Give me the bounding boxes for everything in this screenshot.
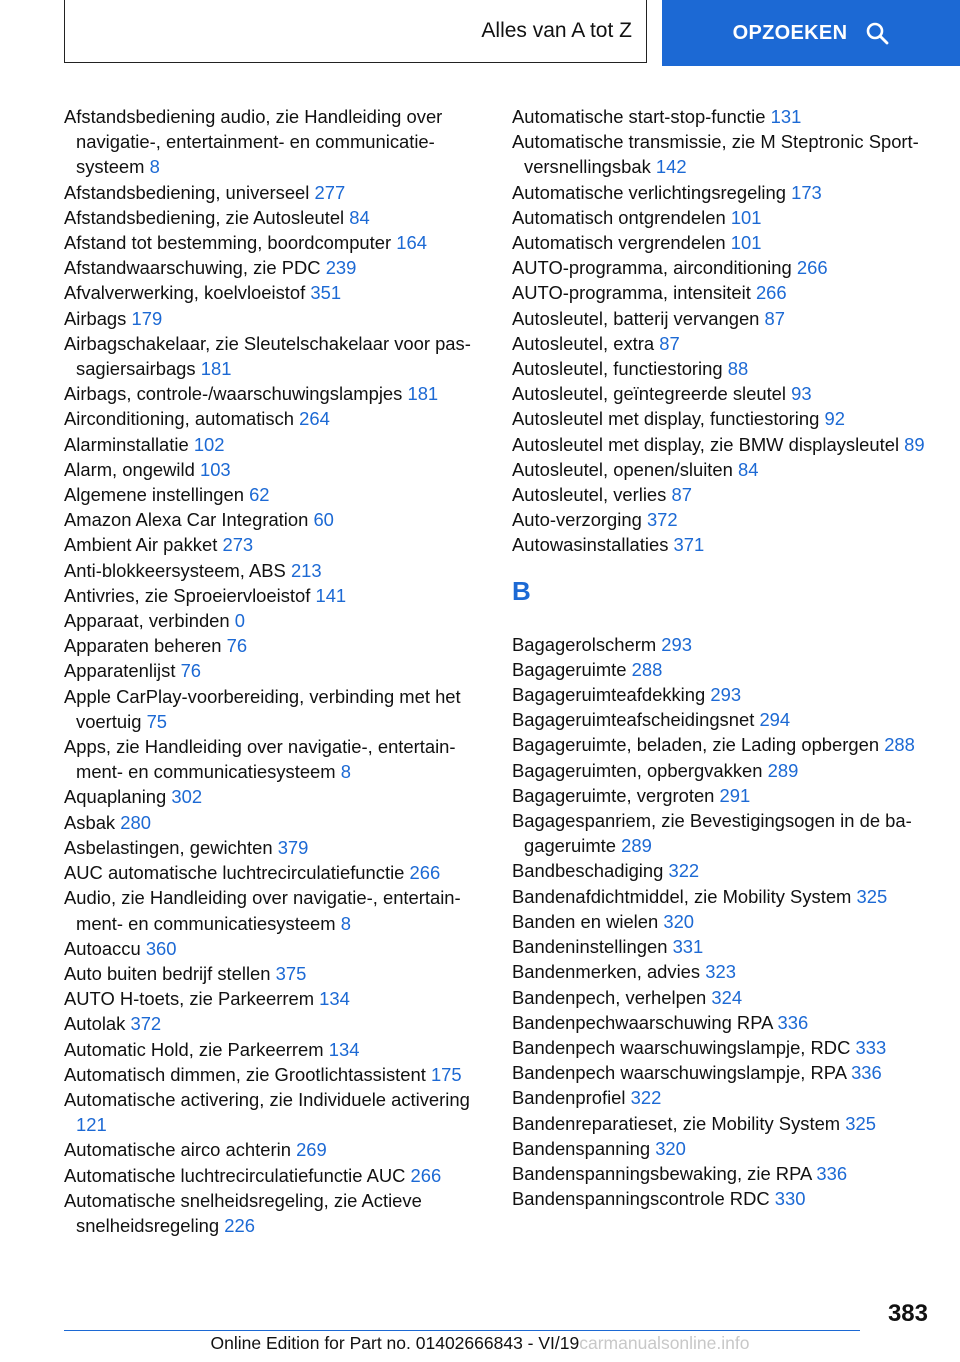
page-reference-link[interactable]: 213 (290, 559, 322, 581)
index-entry-text: Bandbeschadiging (512, 860, 664, 882)
tab-a-to-z-label: Alles van A tot Z (481, 19, 632, 42)
page-reference-link[interactable]: 325 (845, 1112, 876, 1134)
index-entry-text: Autolak (64, 1013, 126, 1035)
index-entry (512, 1010, 932, 1035)
index-entry (64, 482, 484, 507)
footer-watermark: carmanualsonline.info (579, 1333, 750, 1353)
index-entry-text: Bagagerolscherm (512, 633, 657, 655)
page-reference-link[interactable]: 324 (711, 986, 743, 1008)
index-entry (512, 255, 932, 280)
page-reference-link[interactable]: 134 (319, 988, 350, 1010)
index-entry (512, 230, 932, 255)
index-entry (64, 1062, 484, 1087)
page-reference-link[interactable]: 273 (222, 534, 254, 556)
page-reference-link[interactable]: 93 (791, 383, 812, 405)
page-reference-link[interactable]: 269 (296, 1139, 327, 1161)
page-reference-link[interactable]: 89 (904, 433, 925, 455)
page-reference-link[interactable]: 294 (759, 709, 791, 731)
magnifier-icon (865, 21, 889, 45)
page-reference-link[interactable]: 62 (249, 484, 270, 506)
index-entry (512, 432, 932, 457)
page-number: 383 (887, 1300, 928, 1327)
index-entry (512, 884, 932, 909)
index-entry (64, 406, 484, 431)
page-reference-link[interactable]: 181 (407, 383, 439, 405)
footer (0, 1333, 960, 1354)
page-reference-link[interactable]: 351 (310, 282, 342, 304)
index-entry (64, 784, 484, 809)
page-reference-link[interactable]: 103 (199, 458, 231, 480)
index-entry (512, 1060, 932, 1085)
page-reference-link[interactable]: 0 (234, 610, 245, 632)
index-entry-text: Afstandsbediening, universeel (64, 181, 310, 203)
index-entry (64, 104, 484, 180)
index-entry-text: Bagageruimten, opbergvakken (512, 759, 763, 781)
index-entry-text: Apparaat, verbinden (64, 610, 235, 632)
index-entry (64, 1163, 484, 1188)
index-entry-text: Autowasinstallaties (512, 534, 669, 556)
index-entry (64, 306, 484, 331)
page-reference-link[interactable]: 291 (719, 784, 751, 806)
page-reference-link[interactable]: 88 (727, 358, 749, 380)
index-entry (512, 129, 932, 179)
index-entry-text: Audio, zie Handleiding over navigatie-, entertainment- en communicatiesysteem (64, 887, 461, 934)
index-entry-text: Auto buiten bedrijf stellen (64, 962, 271, 984)
page-reference-link[interactable]: 181 (200, 358, 232, 380)
index-entry (64, 230, 484, 255)
index-entry (512, 934, 932, 959)
index-entry (64, 986, 484, 1011)
page-reference-link[interactable]: 372 (130, 1013, 162, 1035)
page-reference-link[interactable]: 293 (661, 633, 692, 655)
index-entry (64, 936, 484, 961)
index-entry (512, 532, 932, 557)
index-entry-text: Autoaccu (64, 937, 141, 959)
footer-edition-text: Online Edition for Part no. 01402666843 - VI/19 (210, 1333, 580, 1353)
index-entry-text: AUTO-programma, airconditioning (512, 257, 792, 279)
page-reference-link[interactable]: 330 (774, 1188, 806, 1210)
index-entry-text: Automatische activering, zie Individuele activering (64, 1088, 470, 1110)
index-entry-text: Bandenpechwaarschuwing RPA (512, 1011, 773, 1033)
page-reference-link[interactable]: 371 (673, 534, 705, 556)
page-reference-link[interactable]: 323 (705, 961, 736, 983)
index-entry-text: Bagageruimte, vergroten (512, 784, 715, 806)
footer-divider (64, 1330, 860, 1331)
page-reference-link[interactable]: 266 (796, 257, 828, 279)
page-reference-link[interactable]: 75 (146, 710, 168, 732)
index-entry-text: Bandenreparatieset, zie Mobility System (512, 1112, 841, 1134)
page-reference-link[interactable]: 164 (396, 232, 427, 254)
index-entry-text: Banden en wielen (512, 910, 659, 932)
tab-search[interactable] (662, 0, 960, 66)
index-entry-text: Amazon Alexa Car Integration (64, 509, 309, 531)
index-entry-text: Bandenspanningsbewaking, zie RPA (512, 1162, 812, 1184)
index-entry (512, 632, 932, 657)
index-entry-text: Autosleutel, functiestoring (512, 358, 723, 380)
index-entry-text: Bandenspanning (512, 1137, 651, 1159)
index-entry-text: Alarm, ongewild (64, 458, 195, 480)
index-entry (512, 858, 932, 883)
index-entry (64, 1037, 484, 1062)
top-navigation (0, 0, 960, 66)
index-entry (512, 732, 932, 757)
index-entry-text: Anti-blokkeersysteem, ABS (64, 559, 286, 581)
page-reference-link[interactable]: 331 (672, 936, 704, 958)
index-entry (512, 482, 932, 507)
page-reference-link[interactable]: 84 (737, 458, 759, 480)
section-letter: B (512, 575, 531, 606)
index-entry (64, 457, 484, 482)
page-reference-link[interactable]: 293 (710, 684, 742, 706)
page-reference-link[interactable]: 131 (770, 106, 802, 127)
page-reference-link[interactable]: 288 (631, 658, 663, 680)
index-entry-text: Automatische transmissie, zie M Steptronic Sport-versnellingsbak (512, 131, 919, 178)
index-entry-text: Bandenpech, verhelpen (512, 986, 707, 1008)
index-entry (512, 180, 932, 205)
page-reference-link[interactable]: 302 (171, 786, 203, 808)
index-entry (512, 1035, 932, 1060)
index-entry (512, 783, 932, 808)
page-reference-link[interactable]: 239 (325, 257, 357, 279)
index-entry (64, 205, 484, 230)
page-reference-link[interactable]: 336 (777, 1011, 809, 1033)
index-entry-text: Automatisch vergrendelen (512, 232, 726, 254)
index-entry (64, 255, 484, 280)
index-entry-text: Alarminstallatie (64, 433, 189, 455)
index-entry-text: Bandeninstellingen (512, 936, 668, 958)
index-entry-text: AUTO H-toets, zie Parkeerrem (64, 988, 315, 1010)
page-reference-link[interactable]: 266 (410, 1164, 442, 1186)
page-reference-link[interactable]: 76 (180, 660, 202, 682)
index-entry-text: Afstand tot bestemming, boordcomputer (64, 232, 392, 254)
index-entry-text: Autosleutel, openen/sluiten (512, 458, 733, 480)
page-reference-link[interactable]: 175 (430, 1063, 462, 1085)
index-entry-text: Autosleutel, batterij vervangen (512, 307, 760, 329)
page-reference-link[interactable]: 92 (824, 408, 845, 430)
page-reference-link[interactable]: 134 (328, 1038, 360, 1060)
index-entry-text: Automatische snelheidsregeling, zie Actieve snelheidsregeling (64, 1189, 422, 1236)
index-entry (64, 734, 484, 784)
index-entry-text: Apps, zie Handleiding over navigatie-, entertainment- en communicatiesysteem (64, 736, 456, 783)
index-entry (64, 432, 484, 457)
index-entry (64, 835, 484, 860)
index-entry-text: Bagageruimteafdekking (512, 684, 706, 706)
index-entry-text: Bandenmerken, advies (512, 961, 701, 983)
index-entry-text: Automatisch ontgrendelen (512, 206, 726, 228)
index-entry (64, 180, 484, 205)
page-reference-link[interactable]: 226 (224, 1214, 255, 1236)
index-entry-text: Automatisch dimmen, zie Grootlichtassistent (64, 1063, 426, 1085)
page-reference-link[interactable]: 372 (646, 509, 678, 531)
tab-search-label: OPZOEKEN (732, 21, 848, 44)
index-entry-text: Bandenafdichtmiddel, zie Mobility System (512, 885, 852, 907)
index-entry (512, 306, 932, 331)
index-entry (512, 909, 932, 934)
page-reference-link[interactable]: 101 (730, 232, 762, 254)
index-entry (512, 985, 932, 1010)
page-reference-link[interactable]: 60 (313, 509, 334, 531)
index-entry-text: Automatic Hold, zie Parkeerrem (64, 1038, 324, 1060)
page-reference-link[interactable]: 8 (340, 912, 351, 934)
index-entry-text: Bagageruimteafscheidingsnet (512, 709, 755, 731)
index-entry-text: Apparatenlijst (64, 660, 176, 682)
index-entry-text: AUTO-programma, intensiteit (512, 282, 751, 304)
index-entry-text: Afvalverwerking, koelvloeistof (64, 282, 306, 304)
index-entry (64, 961, 484, 986)
index-entry-text: Airconditioning, automatisch (64, 408, 295, 430)
page-reference-link[interactable]: 336 (851, 1062, 882, 1084)
page-reference-link[interactable]: 277 (314, 181, 346, 203)
index-entry-text: Bandenpech waarschuwingslampje, RPA (512, 1062, 846, 1084)
index-entry (512, 205, 932, 230)
index-entry-text: Antivries, zie Sproeiervloeistof (64, 584, 311, 606)
page-reference-link[interactable]: 320 (655, 1137, 686, 1159)
index-entry-text: Automatische luchtrecirculatiefunctie AUC (64, 1164, 406, 1186)
page-reference-link[interactable]: 102 (193, 433, 225, 455)
index-entry-text: Bagageruimte, beladen, zie Lading opbergen (512, 734, 880, 756)
index-entry (512, 104, 932, 129)
page-reference-link[interactable]: 264 (299, 408, 330, 430)
index-entry (512, 959, 932, 984)
index-entry-text: Airbags (64, 307, 127, 329)
index-entry (64, 507, 484, 532)
index-entry-text: Airbags, controle-/waarschuwingslampjes (64, 383, 403, 405)
index-entry (512, 1136, 932, 1161)
page-reference-link[interactable]: 266 (755, 282, 787, 304)
page-reference-link[interactable]: 121 (76, 1114, 107, 1136)
page-reference-link[interactable]: 360 (145, 937, 177, 959)
index-entry (64, 608, 484, 633)
index-entry (64, 885, 484, 935)
index-entry-text: Automatische start-stop-functie (512, 106, 766, 127)
page-reference-link[interactable]: 87 (659, 332, 680, 354)
index-entry (512, 682, 932, 707)
index-entry-text: Automatische airco achterin (64, 1139, 291, 1161)
page-reference-link[interactable]: 87 (764, 307, 785, 329)
index-entry (512, 406, 932, 431)
index-entry-text: Auto-verzorging (512, 509, 642, 531)
index-entry (512, 331, 932, 356)
index-entry-text: Asbak (64, 811, 116, 833)
index-entry-text: Automatische verlichtingsregeling (512, 181, 786, 203)
index-entry (64, 1137, 484, 1162)
index-entry (64, 810, 484, 835)
index-entry (512, 707, 932, 732)
index-entry-text: Afstandsbediening audio, zie Handleiding over navigatie-, entertainment- en communicatiesysteem (64, 106, 443, 178)
page-reference-link[interactable]: 322 (668, 860, 700, 882)
page-reference-link[interactable]: 289 (621, 835, 652, 857)
index-entry (64, 633, 484, 658)
index-entry (512, 1085, 932, 1110)
index-entry-text: Ambient Air pakket (64, 534, 218, 556)
page-reference-link[interactable]: 179 (131, 307, 163, 329)
index-entry (64, 558, 484, 583)
page-reference-link[interactable]: 289 (767, 759, 799, 781)
index-entry (512, 808, 932, 858)
index-entry-text: Autosleutel, verlies (512, 484, 667, 506)
index-entry-text: AUC automatische luchtrecirculatiefunctie (64, 862, 405, 884)
page-reference-link[interactable]: 325 (856, 885, 888, 907)
index-entry-text: Asbelastingen, gewichten (64, 836, 273, 858)
index-entry-text: Afstandsbediening, zie Autosleutel (64, 206, 345, 228)
page-reference-link[interactable]: 8 (149, 156, 160, 178)
index-entry (64, 1011, 484, 1036)
index-entry (64, 1188, 484, 1238)
page-reference-link[interactable]: 333 (855, 1036, 887, 1058)
index-entry (512, 1161, 932, 1186)
index-entry-text: Bandenpech waarschuwingslampje, RDC (512, 1036, 851, 1058)
index-entry-text: Apparaten beheren (64, 635, 222, 657)
page-reference-link[interactable]: 76 (226, 635, 248, 657)
index-entry-text: Bagagespanriem, zie Bevestigingsogen in de bagageruimte (512, 810, 912, 857)
page-reference-link[interactable]: 8 (340, 761, 351, 783)
index-entry (512, 1111, 932, 1136)
index-group-a (512, 104, 932, 558)
page-reference-link[interactable]: 379 (277, 836, 309, 858)
page-reference-link[interactable]: 87 (671, 484, 692, 506)
page-reference-link[interactable]: 142 (655, 156, 687, 178)
page-reference-link[interactable]: 101 (730, 206, 762, 228)
index-entry-text: Autosleutel met display, functiestoring (512, 408, 820, 430)
page-reference-link[interactable]: 266 (409, 862, 441, 884)
index-entry (64, 381, 484, 406)
page-reference-link[interactable]: 84 (349, 206, 370, 228)
page-reference-link[interactable]: 322 (630, 1087, 662, 1109)
index-entry (64, 1087, 484, 1137)
index-entry (512, 507, 932, 532)
index-entry-text: Bandenprofiel (512, 1087, 626, 1109)
index-entry-text: Bagageruimte (512, 658, 627, 680)
index-entry (512, 758, 932, 783)
index-entry-text: Airbagschakelaar, zie Sleutelschakelaar voor passagiersairbags (64, 332, 471, 380)
index-entry (64, 583, 484, 608)
index-entry (64, 860, 484, 885)
page-reference-link[interactable]: 141 (315, 584, 347, 606)
page-reference-link[interactable]: 375 (275, 962, 307, 984)
index-entry-text: Bandenspanningscontrole RDC (512, 1188, 770, 1210)
index-entry-text: Algemene instellingen (64, 484, 244, 506)
index-entry (64, 684, 484, 734)
index-entry (512, 657, 932, 682)
index-entry (512, 1186, 932, 1211)
index-column-left (64, 104, 484, 1238)
index-entry (512, 280, 932, 305)
index-entry-text: Aquaplaning (64, 786, 167, 808)
index-entry (64, 658, 484, 683)
index-group-b (512, 632, 932, 1212)
index-entry-text: Autosleutel, geïntegreerde sleutel (512, 383, 787, 405)
index-entry-text: Autosleutel met display, zie BMW displaysleutel (512, 433, 900, 455)
index-column-right (512, 104, 932, 1211)
index-entry (512, 356, 932, 381)
page-reference-link[interactable]: 336 (816, 1162, 848, 1184)
page-reference-link[interactable]: 288 (884, 734, 915, 756)
page-reference-link[interactable]: 173 (791, 181, 822, 203)
index-entry (512, 457, 932, 482)
index-entry (64, 532, 484, 557)
index-entry-text: Apple CarPlay-voorbereiding, verbinding met het voertuig (64, 685, 461, 732)
page-reference-link[interactable]: 320 (663, 910, 695, 932)
index-entry-text: Afstandwaarschuwing, zie PDC (64, 257, 321, 279)
index-entry (512, 381, 932, 406)
index-entry-text: Autosleutel, extra (512, 332, 655, 354)
tab-a-to-z[interactable] (64, 0, 647, 63)
page-reference-link[interactable]: 280 (120, 811, 151, 833)
index-entry (64, 331, 484, 381)
index-entry (64, 280, 484, 305)
